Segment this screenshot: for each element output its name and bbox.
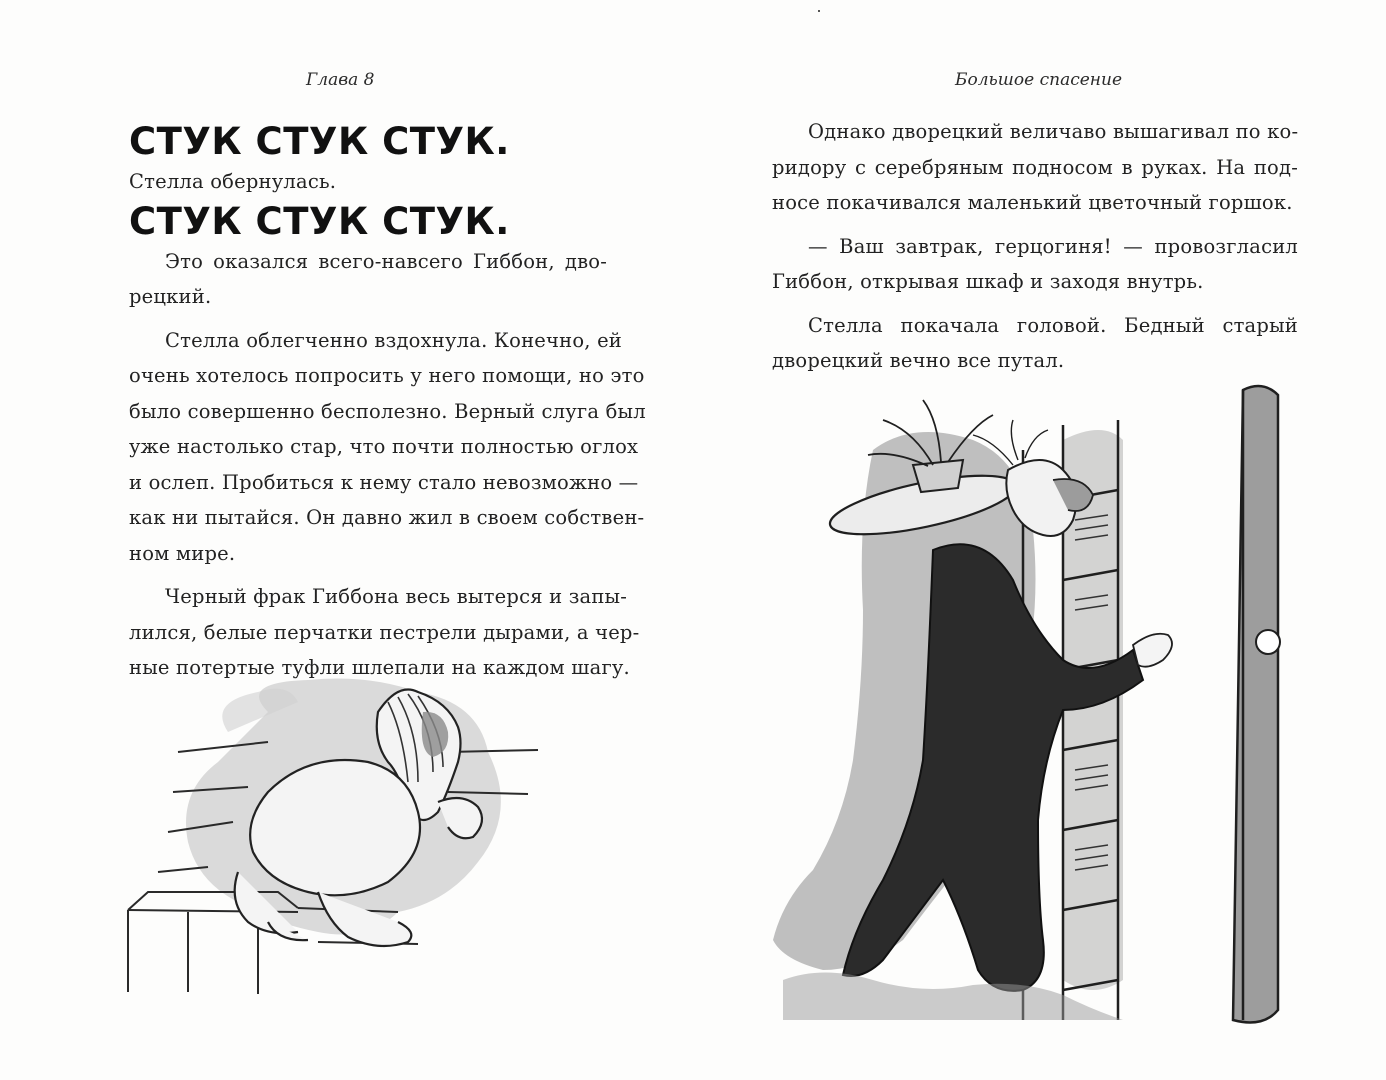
text-line: уже настолько стар, что почти полностью оглох <box>129 435 639 458</box>
left-text-block <box>129 120 646 686</box>
text-line: носе покачивался маленький цветочный горшок. <box>772 191 1293 214</box>
knock-heading-2: СТУК СТУК СТУК. <box>129 199 510 243</box>
text-line: — Ваш завтрак, герцогиня! — провозгласил <box>808 234 1298 258</box>
text-line: Гиббон, открывая шкаф и заходя внутрь. <box>772 270 1204 293</box>
text-line: Черный фрак Гиббона весь вытерся и запы- <box>165 585 628 608</box>
running-head-title: Большое спасение <box>955 70 1123 90</box>
text-line: очень хотелось попросить у него помощи, но это <box>129 364 645 387</box>
text-line: было совершенно бесполезно. Верный слуга был <box>129 399 646 423</box>
text-line: ные потертые туфли шлепали на каждом шагу. <box>129 656 630 679</box>
text-line: Стелла покачала головой. Бедный старый <box>808 313 1298 337</box>
text-line: ридору с серебряным подносом в руках. На под- <box>772 155 1298 179</box>
text-line: Стелла облегченно вздохнула. Конечно, ей <box>165 328 623 352</box>
knock-heading-1: СТУК СТУК СТУК. <box>129 120 510 163</box>
text-line: дворецкий вечно все путал. <box>772 349 1065 372</box>
running-head-chapter: Глава 8 <box>306 70 375 90</box>
girl-crawling-illustration <box>118 672 588 994</box>
text-line: рецкий. <box>129 285 212 308</box>
right-text-block <box>772 114 1298 379</box>
text-line: Это оказался всего-навсего Гиббон, дво- <box>165 249 607 273</box>
text-line: как ни пытайся. Он давно жил в своем собствен- <box>129 506 645 529</box>
right-page <box>693 0 1386 1080</box>
text-line: Стелла обернулась. <box>129 170 337 193</box>
text-line: и ослеп. Пробиться к нему стало невозможно — <box>129 470 639 494</box>
text-line: лился, белые перчатки пестрели дырами, а чер- <box>129 620 640 644</box>
text-line: Однако дворецкий величаво вышагивал по ко- <box>808 120 1299 143</box>
butler-wardrobe-illustration <box>763 380 1333 1048</box>
text-line: ном мире. <box>129 541 236 565</box>
